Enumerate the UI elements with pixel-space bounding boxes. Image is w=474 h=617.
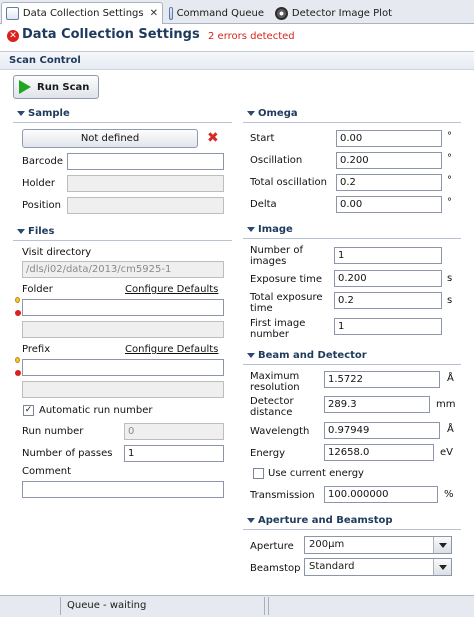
first-image-input[interactable]: 1 [334,318,442,335]
maximum-resolution-unit: Å [447,373,454,384]
error-marker-icon [15,370,21,376]
scan-control-header [0,51,474,70]
omega-title: Omega [258,108,298,119]
detector-distance-input[interactable]: 289.3 [324,396,430,413]
start-label: Start [250,133,275,144]
start-unit: ° [447,131,452,142]
detector-distance-unit: mm [436,399,456,410]
position-input [67,197,224,214]
number-of-passes-input[interactable]: 1 [124,445,224,462]
transmission-label: Transmission [250,490,315,501]
maximum-resolution-label-2: resolution [250,382,300,393]
run-number-label: Run number [22,426,84,437]
collapse-arrow-icon [247,518,255,523]
status-separator [60,597,61,615]
run-scan-label: Run Scan [37,81,90,93]
delta-input[interactable]: 0.00 [336,196,442,213]
status-separator [268,597,269,615]
wavelength-input[interactable]: 0.97949 [324,422,440,439]
wavelength-label: Wavelength [250,426,310,437]
sample-not-defined-button[interactable]: Not defined [22,129,198,148]
error-count[interactable]: 2 errors detected [208,31,295,42]
comment-label: Comment [22,466,71,477]
oscillation-label: Oscillation [250,155,303,166]
total-exposure-unit: s [447,295,453,306]
warning-bulb-icon [15,297,20,303]
number-of-images-input[interactable]: 1 [334,247,442,264]
prefix-preview-input [22,381,224,398]
aperture-select[interactable] [304,536,452,554]
oscillation-input[interactable]: 0.200 [336,152,442,169]
omega-section-header[interactable] [243,108,461,123]
maximum-resolution-label-1: Maximum [250,371,300,382]
number-of-passes-label: Number of passes [22,448,113,459]
files-section-header[interactable] [13,226,232,241]
collapse-arrow-icon [247,353,255,358]
queue-status: Queue - waiting [67,600,147,611]
tab-data-collection-settings[interactable] [1,2,163,24]
prefix-label: Prefix [22,344,51,355]
comment-input[interactable] [22,481,224,498]
total-exposure-input[interactable]: 0.2 [334,292,442,309]
automatic-run-number-label: Automatic run number [39,405,153,416]
barcode-input[interactable] [67,153,224,170]
oscillation-unit: ° [447,153,452,164]
chevron-down-icon[interactable] [433,537,451,553]
chevron-down-icon[interactable] [433,559,451,575]
transmission-input[interactable]: 100.000000 [324,486,438,503]
folder-preview-input [22,321,224,338]
transmission-unit: % [444,489,454,500]
aperture-beamstop-section-header[interactable] [243,515,461,530]
delta-unit: ° [447,197,452,208]
automatic-run-number-checkbox[interactable]: ✓ [24,405,33,415]
total-oscillation-input[interactable]: 0.2 [336,174,442,191]
collapse-arrow-icon [17,111,25,116]
close-icon[interactable]: ✕ [149,8,158,19]
detector-distance-label-1: Detector [250,396,294,407]
beam-detector-title: Beam and Detector [258,350,367,361]
tab-label: Detector Image Plot [291,7,392,19]
image-title: Image [258,224,293,235]
beam-detector-section-header[interactable] [243,350,461,365]
detector-distance-label-2: distance [250,407,293,418]
exposure-time-input[interactable]: 0.200 [334,270,442,287]
number-of-images-label-2: images [250,256,287,267]
first-image-label-1: First image [250,318,306,329]
aperture-label: Aperture [250,541,294,552]
maximum-resolution-input[interactable]: 1.5722 [324,371,440,388]
use-current-energy-label: Use current energy [268,468,364,479]
page-title: Data Collection Settings [22,27,200,42]
folder-input[interactable] [22,299,224,316]
scan-control-title: Scan Control [9,55,81,66]
run-scan-button[interactable] [13,75,99,99]
queue-icon [169,7,173,20]
position-label: Position [22,200,61,211]
beamstop-select[interactable] [304,558,452,576]
holder-input [67,175,224,192]
error-marker-icon [15,310,21,316]
beamstop-value: Standard [309,561,355,572]
visit-directory-input: /dls/i02/data/2013/cm5925-1 [22,261,224,278]
play-icon [19,80,31,94]
sample-section-header[interactable] [13,108,232,123]
tab-label: Command Queue [176,7,264,19]
use-current-energy-checkbox[interactable] [253,468,264,479]
visit-directory-label: Visit directory [22,247,92,258]
aperture-beamstop-title: Aperture and Beamstop [258,515,393,526]
wavelength-unit: Å [447,424,454,435]
files-title: Files [28,226,55,237]
delta-label: Delta [250,199,277,210]
remove-sample-icon[interactable]: ✖ [207,130,219,146]
start-input[interactable]: 0.00 [336,130,442,147]
tab-label: Data Collection Settings [22,8,144,19]
energy-input[interactable]: 12658.0 [324,444,434,461]
prefix-configure-defaults-link[interactable]: Configure Defaults [125,344,219,355]
collapse-arrow-icon [247,227,255,232]
status-separator [264,597,265,615]
exposure-time-label: Exposure time [250,274,323,285]
detector-icon [275,7,288,20]
energy-unit: eV [440,447,453,458]
prefix-input[interactable] [22,359,224,376]
beamstop-label: Beamstop [250,563,301,574]
tab-detector-image-plot[interactable] [271,2,396,24]
warning-bulb-icon [15,357,20,363]
energy-label: Energy [250,448,286,459]
folder-configure-defaults-link[interactable]: Configure Defaults [125,284,219,295]
total-oscillation-label: Total oscillation [250,177,327,188]
folder-label: Folder [22,284,53,295]
error-icon: ✕ [7,30,19,42]
total-exposure-label-2: time [250,303,273,314]
exposure-time-unit: s [447,273,453,284]
run-number-input: 0 [124,423,224,440]
aperture-value: 200µm [309,539,345,550]
tab-command-queue[interactable] [165,2,268,24]
first-image-label-2: number [250,329,290,340]
total-exposure-label-1: Total exposure [250,292,323,303]
barcode-label: Barcode [22,156,63,167]
document-icon [6,7,19,20]
holder-label: Holder [22,178,56,189]
number-of-images-label-1: Number of [250,245,303,256]
image-section-header[interactable] [243,224,461,239]
sample-title: Sample [28,108,70,119]
collapse-arrow-icon [247,111,255,116]
total-oscillation-unit: ° [447,175,452,186]
collapse-arrow-icon [17,229,25,234]
